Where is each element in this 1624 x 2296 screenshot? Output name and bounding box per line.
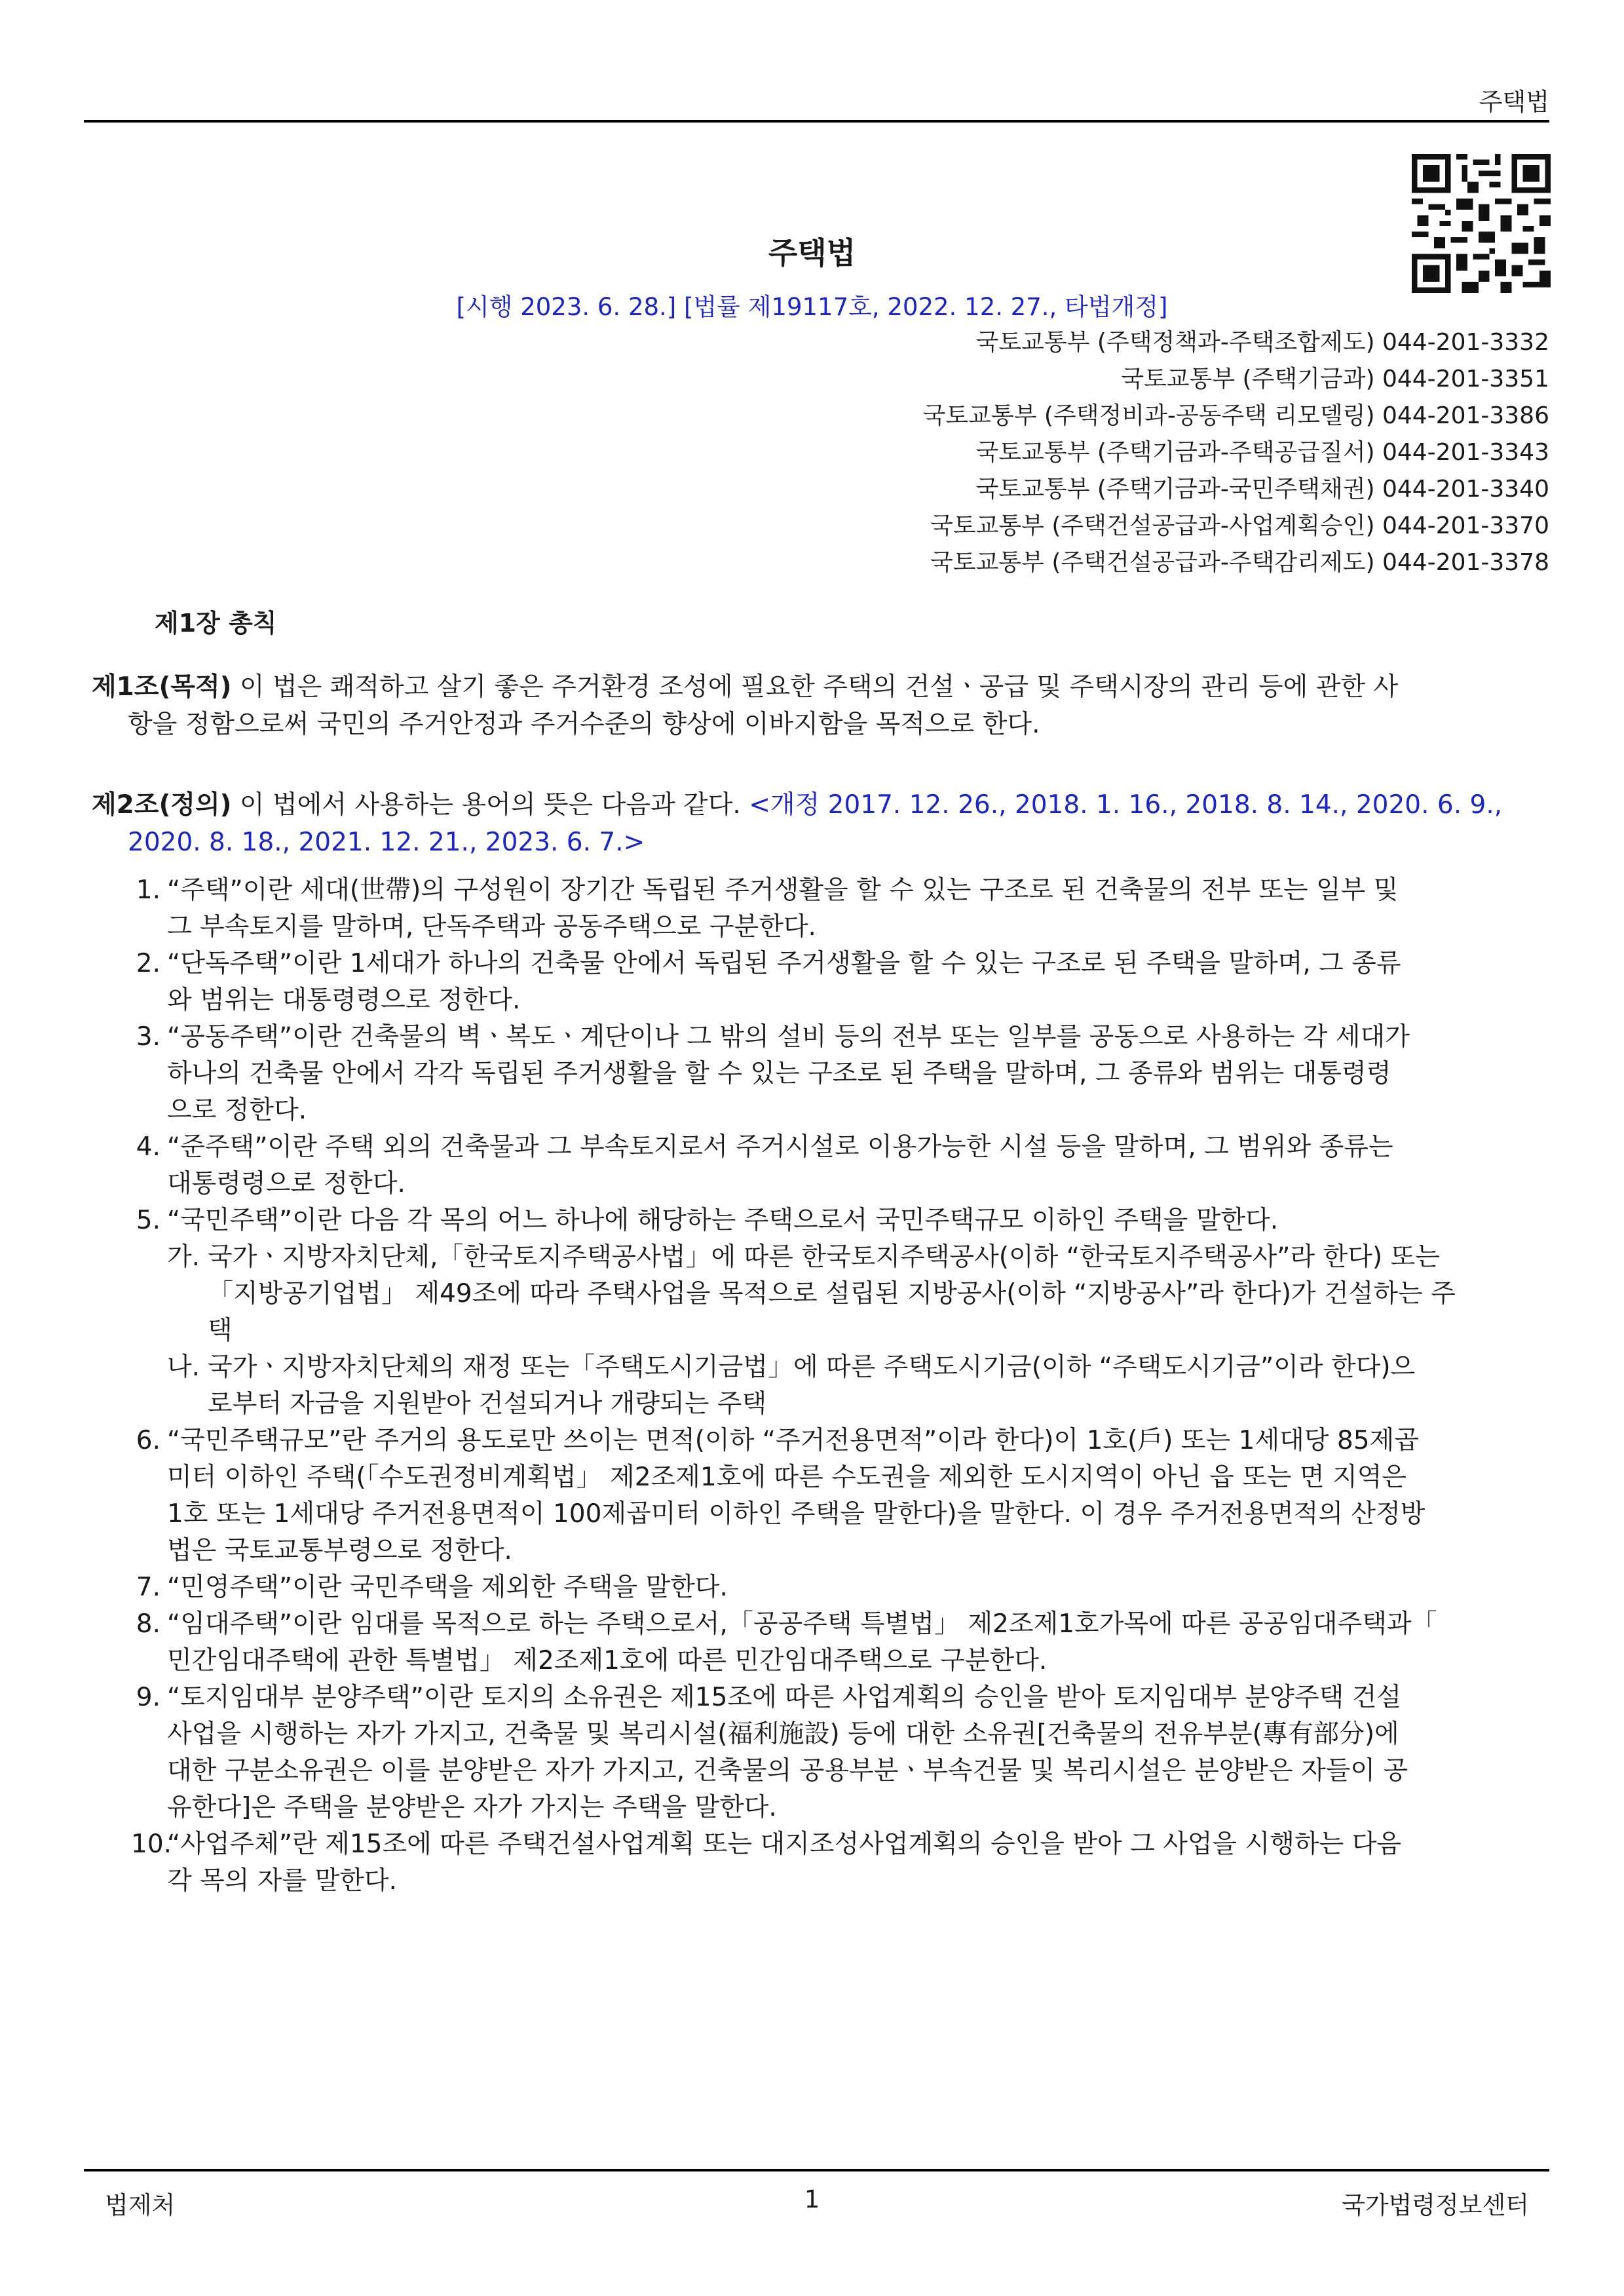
item-line: 하나의 건축물 안에서 각각 독립된 주거생활을 할 수 있는 구조로 된 주택을 말하며, 그 종류와 범위는 대통령령 xyxy=(167,1059,1391,1088)
list-item xyxy=(131,1606,1549,1679)
article-1-heading: 제1조(목적) xyxy=(92,672,232,702)
sub-item xyxy=(167,1349,1549,1423)
item-line: 으로 정한다. xyxy=(167,1096,307,1125)
list-item xyxy=(131,1569,1549,1606)
item-number: 5. xyxy=(136,1206,161,1235)
article-1 xyxy=(92,668,1546,743)
item-line: “민영주택”이란 국민주택을 제외한 주택을 말한다. xyxy=(167,1573,728,1602)
item-number: 8. xyxy=(136,1609,161,1639)
sub-item xyxy=(167,1239,1549,1349)
document-title: 주택법 xyxy=(768,235,856,271)
article-2 xyxy=(92,786,1546,861)
list-item xyxy=(131,1679,1549,1826)
article-1-text-cont: 항을 정함으로써 국민의 주거안정과 주거수준의 향상에 이바지함을 목적으로 한다. xyxy=(128,710,1040,739)
item-line: 택 xyxy=(208,1316,233,1345)
list-item xyxy=(131,946,1549,1019)
item-line: 대한 구분소유권은 이를 분양받은 자가 가지고, 건축물의 공용부분ㆍ부속건물 및 복리시설은 분양받은 자들이 공 xyxy=(167,1756,1408,1786)
amendment-link-cont[interactable]: 2020. 8. 18., 2021. 12. 21., 2023. 6. 7.> xyxy=(128,828,645,857)
item-line: 사업을 시행하는 자가 가지고, 건축물 및 복리시설(福利施設) 등에 대한 소유권[건축물의 전유부분(專有部分)에 xyxy=(167,1719,1399,1749)
item-line: “사업주체”란 제15조에 따른 주택건설사업계획 또는 대지조성사업계획의 승인을 받아 그 사업을 시행하는 다음 xyxy=(167,1829,1402,1859)
footer-publisher: 법제처 xyxy=(105,2191,176,2219)
item-line: “국민주택”이란 다음 각 목의 어느 하나에 해당하는 주택으로서 국민주택규모 이하인 주택을 말한다. xyxy=(167,1206,1279,1235)
item-line: 민간임대주택에 관한 특별법」 제2조제1호에 따른 민간임대주택으로 구분한다. xyxy=(167,1646,1048,1675)
item-number: 2. xyxy=(136,949,161,978)
contact-line: 국토교통부 (주택정책과-주택조합제도) 044-201-3332 xyxy=(975,329,1549,356)
running-title: 주택법 xyxy=(1479,88,1549,116)
item-line: “주택”이란 세대(世帶)의 구성원이 장기간 독립된 주거생활을 할 수 있는 구조로 된 건축물의 전부 또는 일부 및 xyxy=(167,875,1399,905)
item-number: 1. xyxy=(136,875,161,905)
item-line: 와 범위는 대통령령으로 정한다. xyxy=(167,985,521,1015)
item-number: 6. xyxy=(136,1426,161,1455)
contact-line: 국토교통부 (주택기금과) 044-201-3351 xyxy=(1121,366,1549,392)
article-2-text: 이 법에서 사용하는 용어의 뜻은 다음과 같다. xyxy=(231,790,749,820)
contact-line: 국토교통부 (주택기금과-국민주택채권) 044-201-3340 xyxy=(975,476,1549,503)
contact-line: 국토교통부 (주택건설공급과-주택감리제도) 044-201-3378 xyxy=(930,549,1549,576)
item-number: 4. xyxy=(136,1132,161,1162)
contact-line: 국토교통부 (주택건설공급과-사업계획승인) 044-201-3370 xyxy=(930,512,1549,539)
item-line: 각 목의 자를 말한다. xyxy=(167,1866,397,1896)
item-line: “준주택”이란 주택 외의 건축물과 그 부속토지로서 주거시설로 이용가능한 시설 등을 말하며, 그 범위와 종류는 xyxy=(167,1132,1393,1162)
contact-line: 국토교통부 (주택기금과-주택공급질서) 044-201-3343 xyxy=(975,439,1549,466)
list-item xyxy=(131,872,1549,946)
sub-item-label: 가. xyxy=(167,1242,200,1272)
item-line: 1호 또는 1세대당 주거전용면적이 100제곱미터 이하인 주택을 말한다)을 말한다. 이 경우 주거전용면적의 산정방 xyxy=(167,1499,1426,1529)
list-item xyxy=(131,1423,1549,1569)
definition-list xyxy=(131,872,1549,1900)
contact-line: 국토교통부 (주택정비과-공동주택 리모델링) 044-201-3386 xyxy=(922,402,1549,429)
item-line: 로부터 자금을 지원받아 건설되거나 개량되는 주택 xyxy=(208,1389,767,1419)
item-line: 유한다]은 주택을 분양받은 자가 가지는 주택을 말한다. xyxy=(167,1793,777,1822)
item-line: 국가ㆍ지방자치단체,「한국토지주택공사법」에 따른 한국토지주택공사(이하 “한국토지주택공사”라 한다) 또는 xyxy=(208,1242,1440,1272)
footer-source: 국가법령정보센터 xyxy=(1342,2191,1529,2219)
enforcement-info[interactable]: [시행 2023. 6. 28.] [법률 제19117호, 2022. 12. 27., 타법개정] xyxy=(456,293,1168,321)
list-item xyxy=(131,1826,1549,1900)
list-item xyxy=(131,1129,1549,1202)
list-item xyxy=(131,1019,1549,1129)
footer-rule xyxy=(84,2169,1549,2172)
item-line: “토지임대부 분양주택”이란 토지의 소유권은 제15조에 따른 사업계획의 승인을 받아 토지임대부 분양주택 건설 xyxy=(167,1683,1402,1712)
sub-item-label: 나. xyxy=(167,1352,200,1382)
amendment-link[interactable]: <개정 2017. 12. 26., 2018. 1. 16., 2018. 8. 14., 2020. 6. 9., xyxy=(749,790,1503,820)
item-line: 「지방공기업법」 제49조에 따라 주택사업을 목적으로 설립된 지방공사(이하 “지방공사”라 한다)가 건설하는 주 xyxy=(208,1279,1456,1309)
item-line: 대통령령으로 정한다. xyxy=(167,1169,406,1198)
item-number: 10. xyxy=(131,1829,172,1859)
item-line: “임대주택”이란 임대를 목적으로 하는 주택으로서,「공공주택 특별법」 제2조제1호가목에 따른 공공임대주택과「 xyxy=(167,1609,1437,1639)
contact-list xyxy=(923,324,1549,581)
header-rule xyxy=(84,120,1549,123)
item-line: “단독주택”이란 1세대가 하나의 건축물 안에서 독립된 주거생활을 할 수 있는 구조로 된 주택을 말하며, 그 종류 xyxy=(167,949,1401,978)
item-line: 미터 이하인 주택(「수도권정비계획법」 제2조제1호에 따른 수도권을 제외한 도시지역이 아닌 읍 또는 면 지역은 xyxy=(167,1463,1407,1492)
item-number: 3. xyxy=(136,1022,161,1052)
page-number: 1 xyxy=(804,2185,820,2213)
item-number: 7. xyxy=(136,1573,161,1602)
item-line: “공동주택”이란 건축물의 벽ㆍ복도ㆍ계단이나 그 밖의 설비 등의 전부 또는 일부를 공동으로 사용하는 각 세대가 xyxy=(167,1022,1410,1052)
item-number: 9. xyxy=(136,1683,161,1712)
item-line: 법은 국토교통부령으로 정한다. xyxy=(167,1536,512,1565)
item-line: 그 부속토지를 말하며, 단독주택과 공동주택으로 구분한다. xyxy=(167,912,816,942)
article-1-text: 이 법은 쾌적하고 살기 좋은 주거환경 조성에 필요한 주택의 건설ㆍ공급 및 주택시장의 관리 등에 관한 사 xyxy=(231,672,1399,702)
item-line: “국민주택규모”란 주거의 용도로만 쓰이는 면적(이하 “주거전용면적”이라 한다)이 1호(戶) 또는 1세대당 85제곱 xyxy=(167,1426,1419,1455)
item-line: 국가ㆍ지방자치단체의 재정 또는「주택도시기금법」에 따른 주택도시기금(이하 “주택도시기금”이라 한다)으 xyxy=(208,1352,1416,1382)
chapter-heading: 제1장 총칙 xyxy=(155,609,277,638)
list-item xyxy=(131,1202,1549,1239)
article-2-heading: 제2조(정의) xyxy=(92,790,232,820)
